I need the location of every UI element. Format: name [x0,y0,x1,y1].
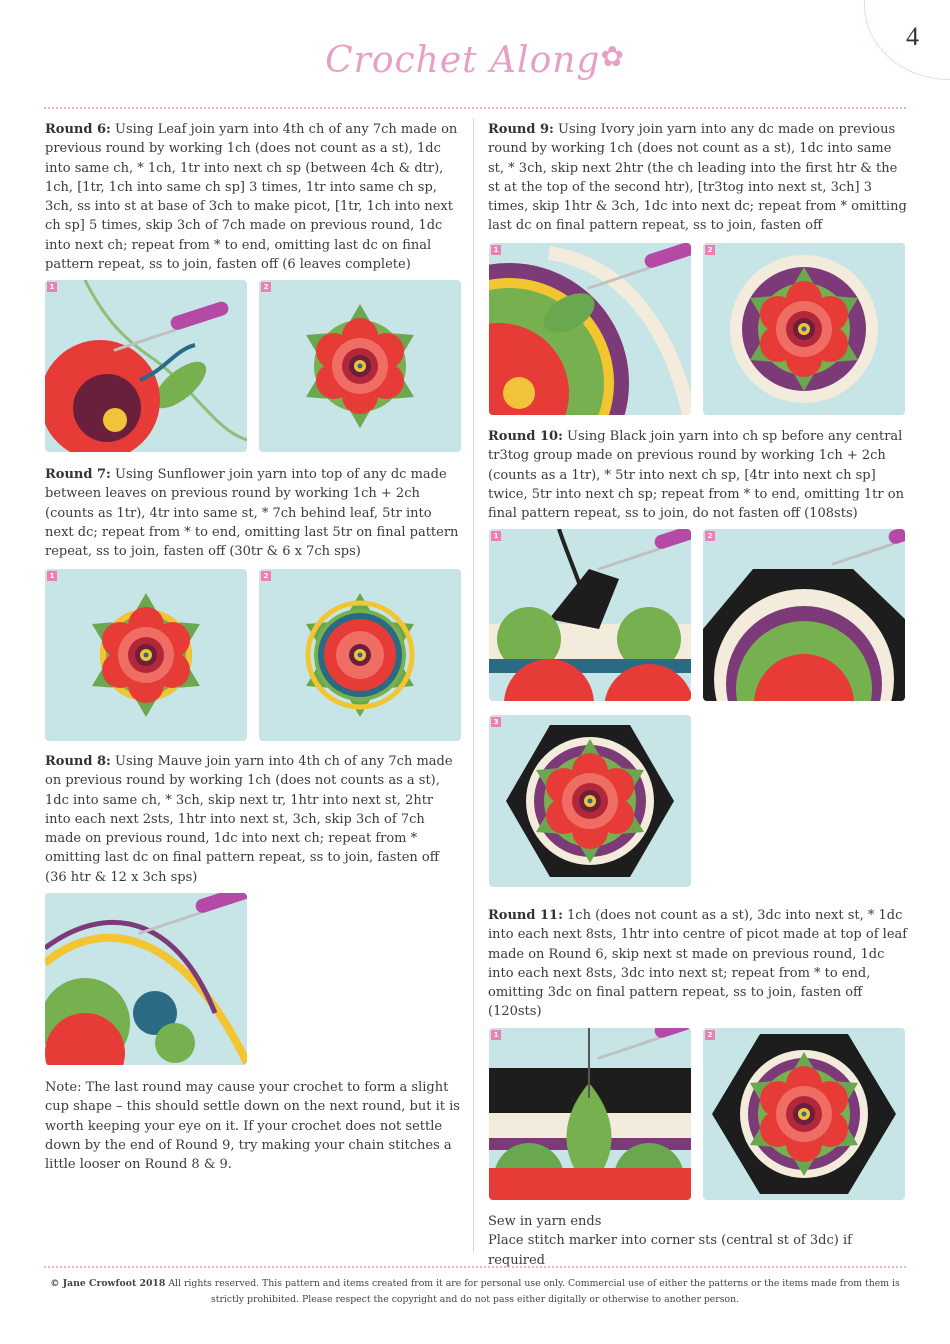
round-11-photo-2 [703,1028,905,1200]
page-title [0,40,950,81]
note-text: Note: The last round may cause your crochet to form a slight cup shape – this should settle down on the next round, but it is worth keeping your eye on it. If your crochet does not settle down by the end of Round 9, try making your chain stitches a little looser on Round 8 & 9. [45,1080,460,1173]
round-6-text: Using Leaf join yarn into 4th ch of any 7ch made on previous round by working 1ch (does not count as a st), 1dc into same ch, * 1ch, 1tr into next ch sp (between 4ch & dtr), 1ch, [1tr, 1ch into same ch sp] 3 times, 1tr into same ch sp, 3ch, ss into st at base of 3ch to make picot, [1tr, 1ch into next ch sp] 5 times, skip 3ch of 7ch made on previous round, 1dc into next ch; repeat from * to end, omitting last dc on final pattern repeat, ss to join, fasten off (6 leaves complete) [45,122,458,273]
round-7-photo-1 [45,569,247,741]
photo-number-badge: 1 [491,245,501,255]
round-10-photo-1 [489,529,691,701]
round-10-photo-2 [703,529,905,701]
round-11-text: 1ch (does not count as a st), 3dc into next st, * 1dc into each next 8sts, 1htr into centre of picot made at top of leaf made on Round 6, skip next st made on previous round, 1dc into each next 8sts, 3dc into next st; repeat from * to end, omitting 3dc on final pattern repeat, ss to join, fasten off (120sts) [488,908,908,1020]
round-8-photo [45,893,247,1065]
round-10-label: Round 10: [488,429,563,444]
photo-number-badge: 1 [47,571,57,581]
round-11-label: Round 11: [488,908,563,923]
note [45,1078,460,1174]
round-9-photo-2 [703,243,905,415]
footer-divider [44,1266,906,1268]
footer [44,1276,906,1308]
copyright-name: © Jane Crowfoot 2018 [50,1278,166,1289]
header-divider [44,107,906,109]
photo-number-badge: 3 [491,717,501,727]
finishing-instructions [488,1212,908,1270]
round-11-instructions [488,906,908,1022]
page-number: 4 [906,22,919,51]
flower-icon: ✿ [600,40,625,73]
round-6-photo-1 [45,280,247,452]
title-text: Crochet Along [325,40,601,81]
photo-number-badge: 1 [491,531,501,541]
photo-number-badge: 2 [705,245,715,255]
round-9-label: Round 9: [488,122,554,137]
finishing-line-1: Sew in yarn ends [488,1214,602,1229]
round-6-instructions [45,120,460,274]
round-9-text: Using Ivory join yarn into any dc made on previous round by working 1ch (does not count as a st), 1dc into same st, * 3ch, skip next 2htr (the ch leading into the first htr & the st at the top of the second htr), [tr3tog into next st, 3ch] 3 times, skip 1htr & 3ch, 1dc into next dc; repeat from * omitting last dc on final pattern repeat, ss to join, fasten off [488,122,907,234]
finishing-line-2: Place stitch marker into corner sts (central st of 3dc) if required [488,1233,852,1268]
photo-number-badge: 2 [705,531,715,541]
copyright-text: All rights reserved. This pattern and items created from it are for personal use only. Commercial use of either the patterns or the items made from them is strictly prohibited. Please respect the copyright and do not pass either digitally or otherwise to another person. [168,1278,900,1305]
photo-number-badge: 2 [261,282,271,292]
photo-number-badge: 2 [705,1030,715,1040]
round-8-text: Using Mauve join yarn into 4th ch of any 7ch made on previous round by working 1ch (does not counts as a st), 1dc into same ch, * 3ch, skip next tr, 1htr into next st, 2htr into each next 2sts, 1htr into next st, 3ch, skip 3ch of 7ch made on previous round, 1dc into next ch; repeat from * omitting last dc on final pattern repeat, ss to join, fasten off (36 htr & 12 x 3ch sps) [45,754,453,885]
round-7-label: Round 7: [45,467,111,482]
round-11-photo-1 [489,1028,691,1200]
round-10-photo-3 [489,715,691,887]
column-divider [473,118,474,1252]
round-8-instructions [45,752,460,887]
round-6-label: Round 6: [45,122,111,137]
photo-number-badge: 1 [47,282,57,292]
photo-number-badge: 1 [491,1030,501,1040]
round-10-instructions [488,427,908,523]
round-8-label: Round 8: [45,754,111,769]
round-7-photo-2 [259,569,461,741]
round-7-instructions [45,465,460,561]
round-7-text: Using Sunflower join yarn into top of any dc made between leaves on previous round by working 1ch + 2ch (counts as 1tr), 4tr into same st, * 7ch behind leaf, 5tr into next dc; repeat from * to end, omitting last 5tr on final pattern repeat, ss to join, fasten off (30tr & 6 x 7ch sps) [45,467,459,560]
round-9-photo-1 [489,243,691,415]
photo-number-badge: 2 [261,571,271,581]
round-10-text: Using Black join yarn into ch sp before any central tr3tog group made on previous round by working 1ch + 2ch (counts as a 1tr), * 5tr into next ch sp, [4tr into next ch sp] twice, 5tr into next ch sp; repeat from * to end, omitting 1tr on final pattern repeat, ss to join, do not fasten off (108sts) [488,429,904,522]
round-6-photo-2 [259,280,461,452]
round-9-instructions [488,120,908,236]
